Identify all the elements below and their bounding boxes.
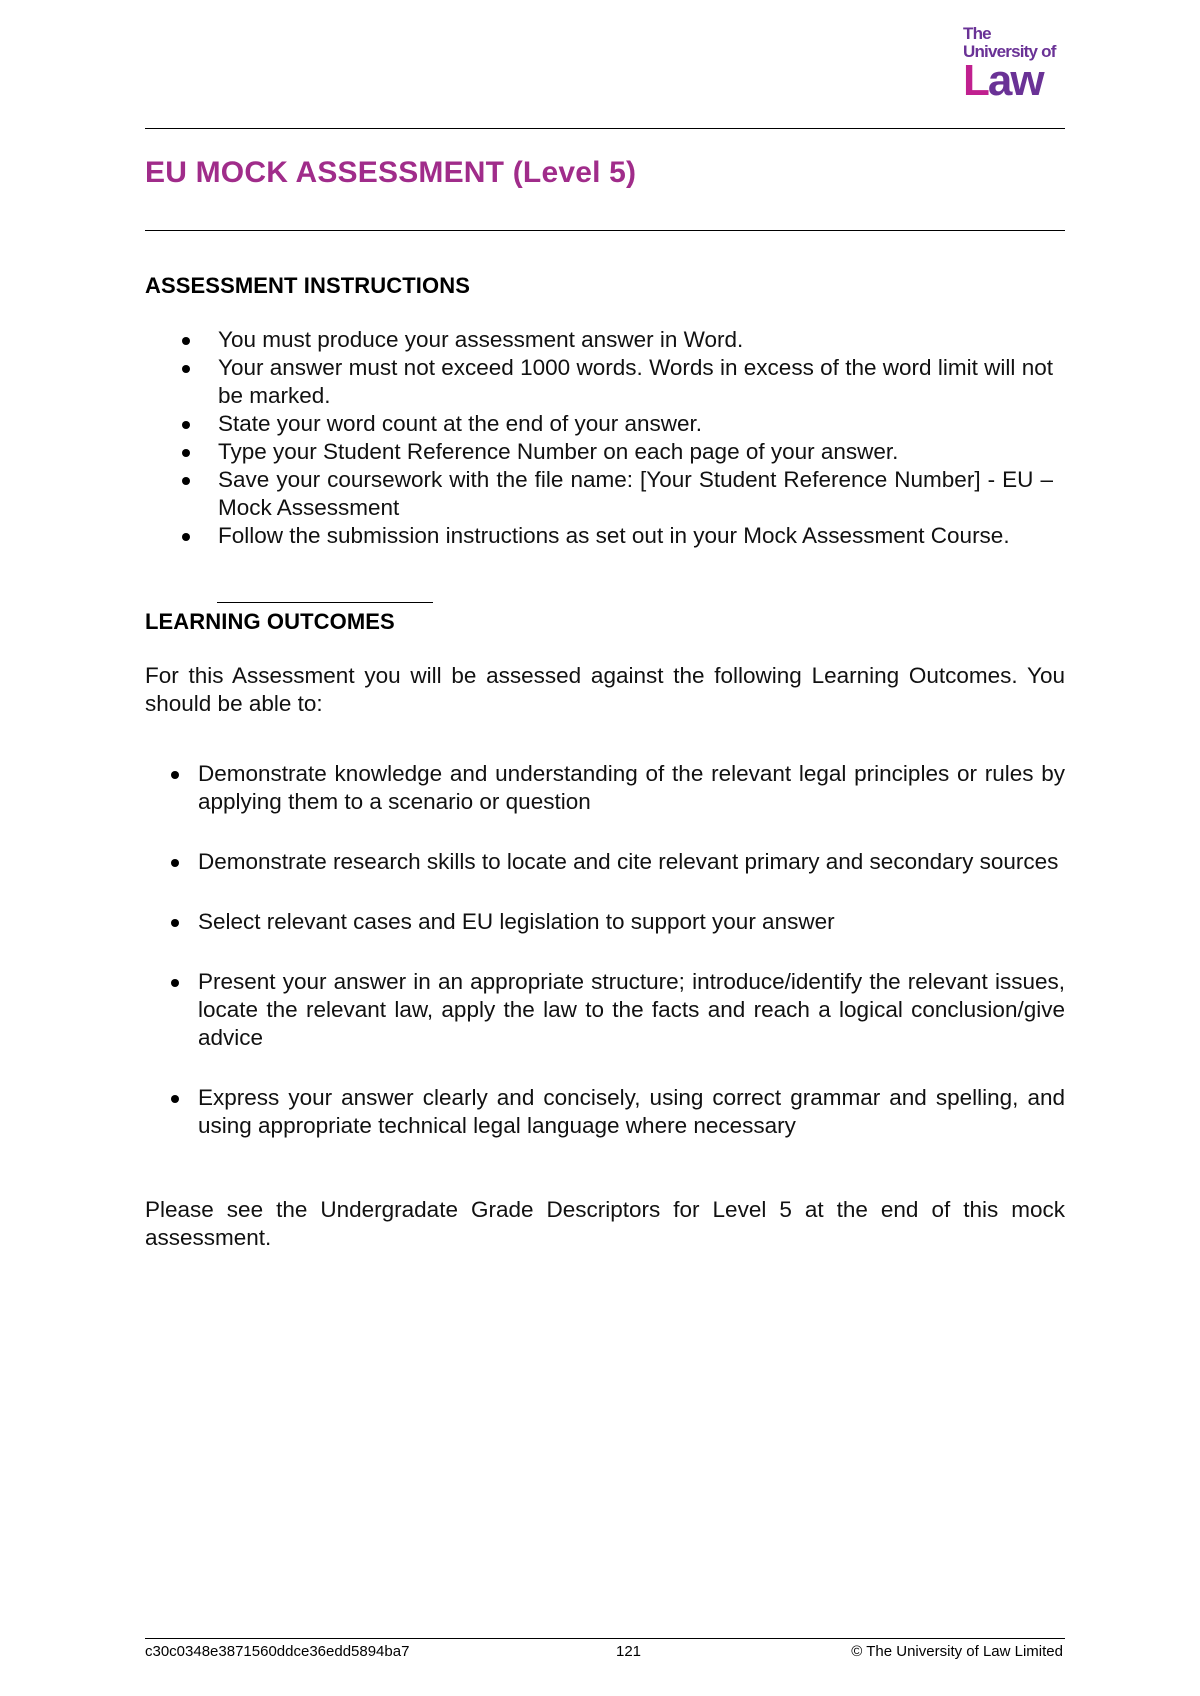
university-of-law-logo [963,25,1065,105]
list-item-text: You must produce your assessment answer in Word. [218,327,744,352]
list-item [145,410,1065,438]
footer-rule [145,1638,1065,1639]
bullet-icon [171,859,179,867]
bullet-icon [171,979,179,987]
logo-letters-aw: aw [987,56,1043,105]
bullet-icon [182,449,190,457]
list-item [145,326,1065,354]
footer-reference: c30c0348e3871560ddce36edd5894ba7 [145,1643,410,1660]
bullet-icon [171,919,179,927]
logo-line-the: The [963,24,991,43]
bullet-icon [182,421,190,429]
instructions-heading: ASSESSMENT INSTRUCTIONS [145,273,470,298]
list-item-text: Select relevant cases and EU legislation to support your answer [198,909,835,934]
page-title: EU MOCK ASSESSMENT (Level 5) [145,156,637,189]
list-item-text: Present your answer in an appropriate structure; introduce/identify the relevant issues, locate the relevant law, apply the law to the facts and reach a logical conclusion/give advice [198,969,1065,1050]
header-rule-top [145,128,1065,129]
list-item [145,522,1065,550]
bullet-icon [182,365,190,373]
logo-letter-l: L [963,56,988,105]
outcomes-intro: For this Assessment you will be assessed against the following Learning Outcomes. You should be able to: [145,663,1065,716]
list-item-text: Save your coursework with the file name: [Your Student Reference Number] - EU – Mock Assessment [218,467,1053,520]
closing-note: Please see the Undergradate Grade Descriptors for Level 5 at the end of this mock assessment. [145,1197,1065,1250]
list-item-text: Demonstrate research skills to locate and cite relevant primary and secondary sources [198,849,1059,874]
list-item-text: Your answer must not exceed 1000 words. Words in excess of the word limit will not be marked. [218,355,1053,408]
header-rule-bottom [145,230,1065,231]
bullet-icon [171,771,179,779]
footer-copyright: © The University of Law Limited [851,1643,1063,1660]
list-item-text: Demonstrate knowledge and understanding of the relevant legal principles or rules by applying them to a scenario or question [198,761,1065,814]
bullet-icon [182,337,190,345]
list-item [145,1084,1065,1140]
bullet-icon [171,1095,179,1103]
list-item-text: Express your answer clearly and concisely, using correct grammar and spelling, and using appropriate technical legal language where necessary [198,1085,1065,1138]
list-item [145,908,1065,936]
list-item-text: State your word count at the end of your answer. [218,411,703,436]
list-item [145,438,1065,466]
logo-word-law [963,56,1065,105]
instructions-list [145,326,1065,550]
section-separator [217,602,433,603]
bullet-icon [182,533,190,541]
outcomes-list [145,760,1065,1172]
page-number: 121 [616,1643,642,1660]
list-item-text: Type your Student Reference Number on each page of your answer. [218,439,899,464]
outcomes-heading: LEARNING OUTCOMES [145,609,395,634]
logo-line-university: University of [963,42,1056,61]
list-item [145,968,1065,1052]
list-item [145,354,1065,410]
list-item [145,466,1065,522]
list-item [145,760,1065,816]
list-item-text: Follow the submission instructions as set out in your Mock Assessment Course. [218,523,1010,548]
list-item [145,848,1065,876]
bullet-icon [182,477,190,485]
